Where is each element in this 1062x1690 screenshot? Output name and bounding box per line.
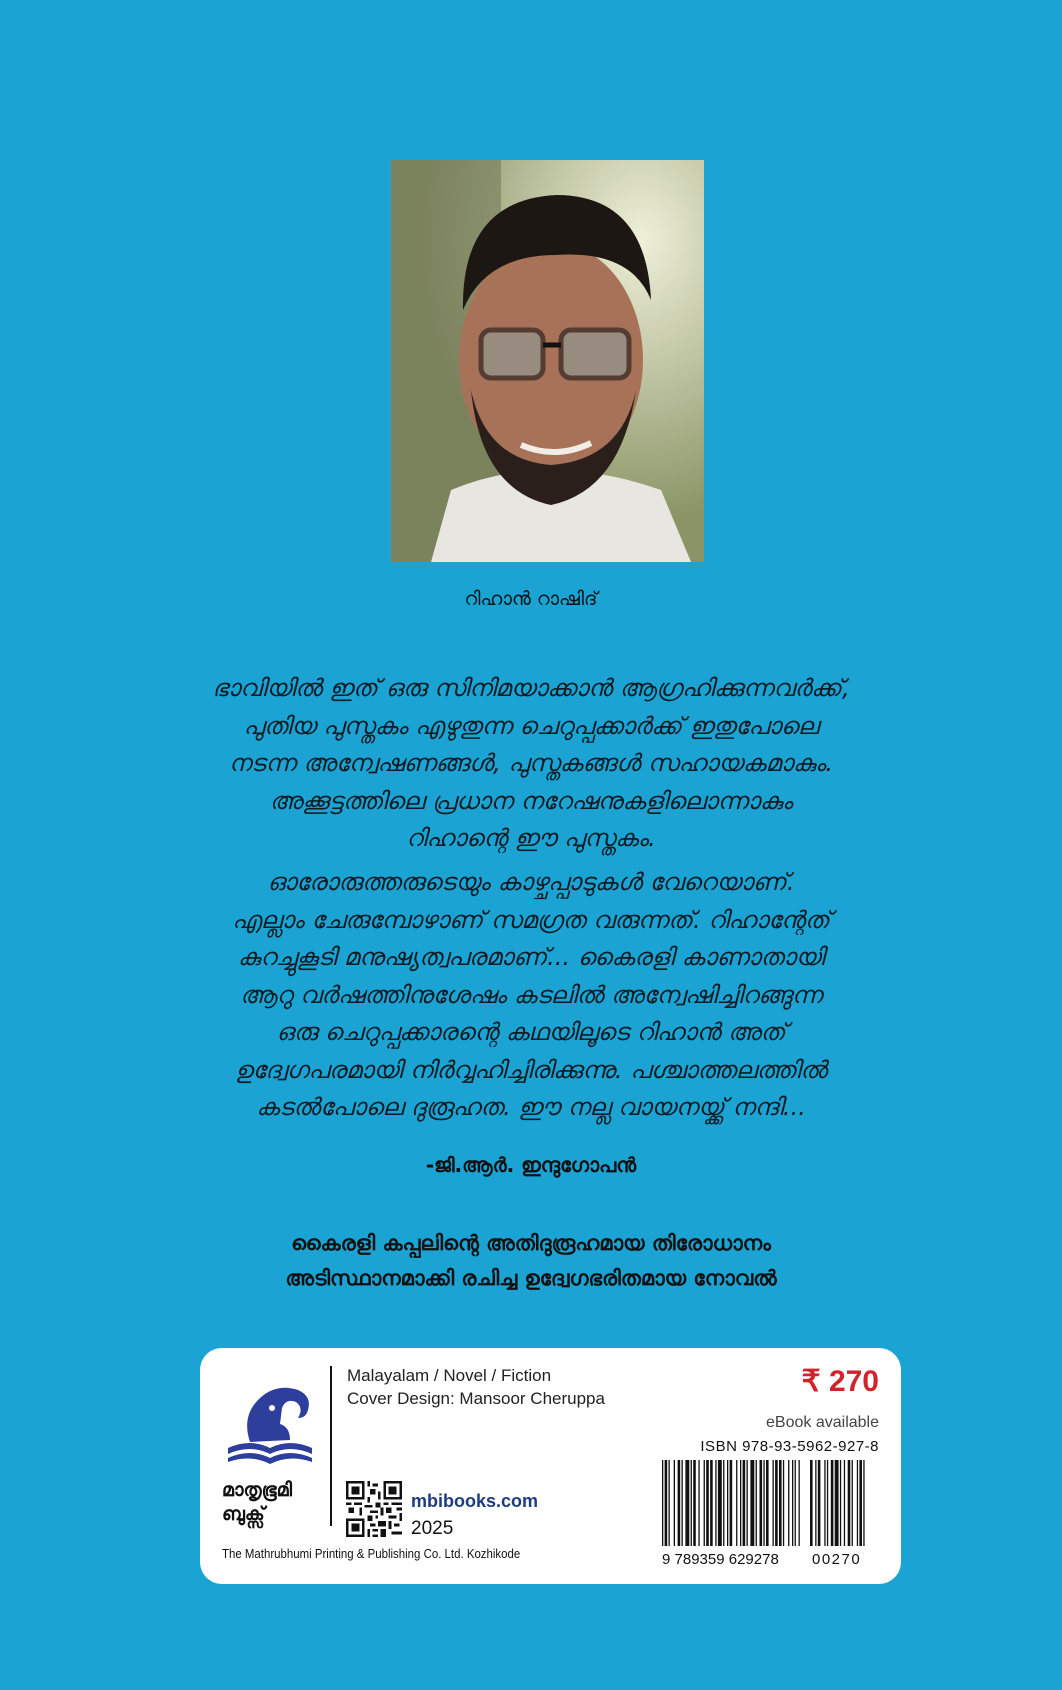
barcode-bar [835, 1460, 839, 1546]
panel-divider [330, 1366, 332, 1526]
cover-design-credit: Cover Design: Mansoor Cheruppa [347, 1389, 605, 1408]
category-text: Malayalam / Novel / Fiction [347, 1366, 552, 1385]
blurb-line: ഓരോരുത്തരുടെയും കാഴ്ചപ്പാടുകൾ വേറെയാണ്. [267, 868, 795, 896]
barcode-bar [827, 1460, 828, 1546]
barcode-bar [795, 1460, 796, 1546]
barcode-bar [792, 1460, 793, 1546]
tagline [150, 1226, 912, 1296]
author-photo [391, 160, 704, 562]
barcode-bar [750, 1460, 754, 1546]
blurb-line: കടൽപോലെ ദുരൂഹത. ഈ നല്ല വായനയ്ക്ക് നന്ദി... [256, 1093, 806, 1121]
barcode-bar [740, 1460, 741, 1546]
author-name: റിഹാൻ റാഷിദ് [464, 588, 598, 610]
publisher-mal-line: മാതൃഭൂമി [222, 1479, 292, 1501]
barcode-bar [818, 1460, 821, 1546]
blurb-line: കുറച്ചുകൂടി മനുഷ്യത്വപരമാണ്... കൈരളി കാണാതായി [237, 943, 825, 971]
barcode-bar [682, 1460, 683, 1546]
blurb-line: പുതിയ പുസ്തകം എഴുതുന്ന ചെറുപ്പക്കാർക്ക് ഇതുപോലെ [243, 711, 819, 740]
barcode-bar [674, 1460, 675, 1546]
barcode-bar [678, 1460, 681, 1546]
isbn-text: ISBN 978-93-5962-927-8 [700, 1438, 879, 1455]
barcode-bar [857, 1460, 858, 1546]
barcode-bar [840, 1460, 841, 1546]
barcode-bar [848, 1460, 851, 1546]
barcode-bar [810, 1460, 813, 1546]
barcode-addon-number: 00270 [812, 1551, 862, 1568]
barcode-bar [723, 1460, 724, 1546]
barcode-graphic [660, 1460, 880, 1568]
barcode-bars-addon [810, 1460, 865, 1546]
blurb-paragraph-2 [150, 864, 912, 1127]
barcode-bar [727, 1460, 728, 1546]
publisher-panel [200, 1348, 901, 1584]
barcode-bar [743, 1460, 746, 1546]
barcode-bar [756, 1460, 757, 1546]
barcode-bar [859, 1460, 862, 1546]
barcode-bar [704, 1460, 705, 1546]
blurb-line: റിഹാന്റെ ഈ പുസ്തകം. [406, 824, 656, 852]
isbn-barcode [660, 1460, 880, 1568]
barcode-bar [831, 1460, 834, 1546]
publication-year: 2025 [411, 1518, 454, 1539]
barcode-bar [662, 1460, 663, 1546]
barcode-bar [691, 1460, 692, 1546]
barcode-bar [863, 1460, 864, 1546]
barcode-bar [698, 1460, 699, 1546]
blurb-attribution: -ജി.ആർ. ഇന്ദുഗോപൻ [425, 1153, 637, 1177]
barcode-bar [665, 1460, 668, 1546]
barcode-bar [779, 1460, 782, 1546]
barcode-bar [685, 1460, 689, 1546]
blurb-line: നടന്ന അന്വേഷണങ്ങൾ, പുസ്തകങ്ങൾ സഹായകമാകും. [228, 749, 834, 777]
barcode-bar [788, 1460, 789, 1546]
barcode-bar [766, 1460, 769, 1546]
barcode-bar [799, 1460, 800, 1546]
barcode-bar [710, 1460, 713, 1546]
publisher-mal-line: ബുക്സ് [222, 1503, 265, 1525]
barcode-bar [763, 1460, 764, 1546]
barcode-bar [760, 1460, 763, 1546]
blurb-line: അക്കൂട്ടത്തിലെ പ്രധാന നറേഷനുകളിലൊന്നാകും [269, 786, 793, 815]
barcode-bar [718, 1460, 722, 1546]
barcode-bar [693, 1460, 696, 1546]
book-details [347, 1364, 605, 1410]
barcode-bar [706, 1460, 709, 1546]
blurb-paragraph-1 [150, 670, 912, 858]
barcode-bar [783, 1460, 784, 1546]
blurb-line: ഭാവിയിൽ ഇത് ഒരു സിനിമയാക്കാൻ ആഗ്രഹിക്കുന്നവർക്ക്, [212, 674, 850, 702]
barcode-bar [669, 1460, 670, 1546]
author-portrait [391, 160, 704, 562]
blurb-line: ആറു വർഷത്തിനുശേഷം കടലിൽ അന്വേഷിച്ചിറങ്ങുന്ന [240, 980, 822, 1009]
barcode-bar [773, 1460, 774, 1546]
barcode-bar [815, 1460, 816, 1546]
barcode-bar [824, 1460, 825, 1546]
elephant-logo-icon [220, 1372, 320, 1472]
barcode-bar [736, 1460, 737, 1546]
barcode-bar [852, 1460, 853, 1546]
tagline-line: അടിസ്ഥാനമാക്കി രചിച്ച ഉദ്വേഗഭരിതമായ നോവൽ [285, 1266, 777, 1290]
price-label: ₹ 270 [801, 1365, 879, 1398]
barcode-bar [775, 1460, 778, 1546]
qr-code-icon [346, 1481, 402, 1537]
blurb-line: ഒരു ചെറുപ്പക്കാരന്റെ കഥയിലൂടെ റിഹാൻ അത് [276, 1018, 786, 1046]
barcode-bar [715, 1460, 716, 1546]
publisher-name-english: The Mathrubhumi Printing & Publishing Co. Ltd. Kozhikode [222, 1546, 521, 1561]
ebook-availability: eBook available [766, 1414, 879, 1431]
tagline-line: കൈരളി കപ്പലിന്റെ അതിദുരൂഹമായ തിരോധാനം [291, 1231, 771, 1255]
website-link[interactable]: mbibooks.com [411, 1491, 539, 1511]
barcode-bars-main [662, 1460, 800, 1546]
barcode-bar [844, 1460, 845, 1546]
barcode-main-number: 9 789359 629278 [662, 1551, 779, 1568]
publisher-name-malayalam [222, 1478, 292, 1526]
barcode-bar [730, 1460, 733, 1546]
blurb-line: ഉദ്വേഗപരമായി നിർവ്വഹിച്ചിരിക്കുന്നു. പശ്ചാത്തലത്തിൽ [235, 1055, 827, 1084]
barcode-bar [747, 1460, 748, 1546]
blurb-line: എല്ലാം ചേരുമ്പോഴാണ് സമഗ്രത വരുന്നത്. റിഹാന്റേത് [232, 905, 830, 934]
